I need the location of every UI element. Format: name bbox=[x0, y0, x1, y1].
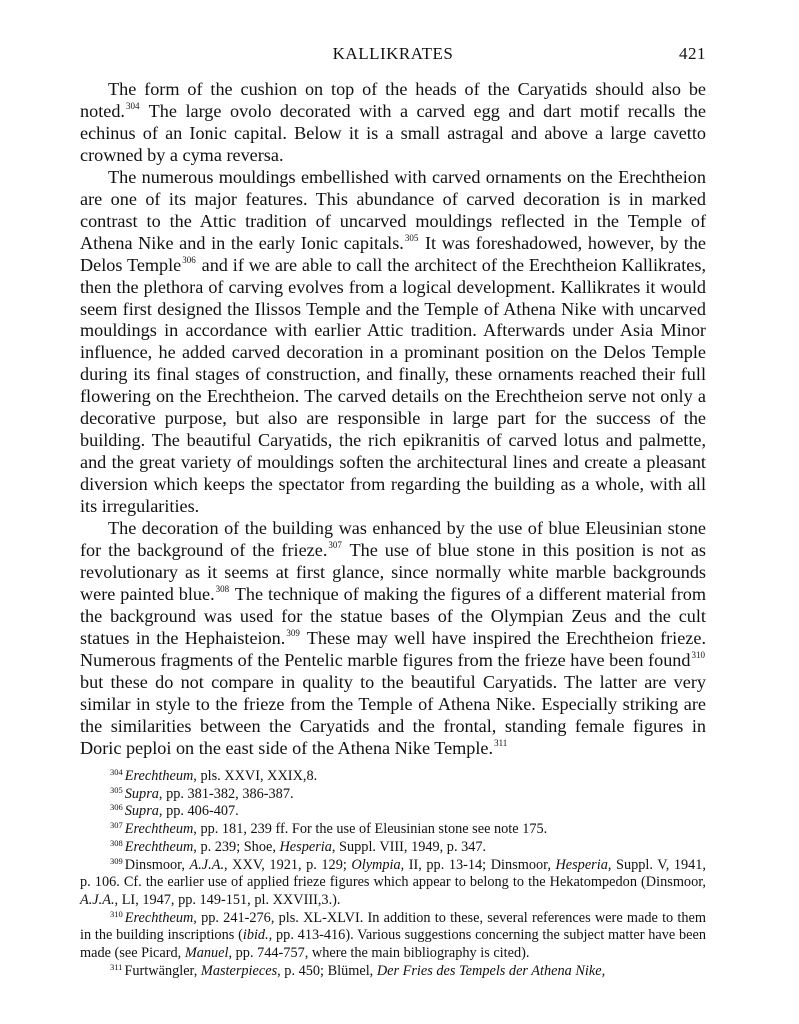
footnote bbox=[80, 857, 706, 910]
footnote-reference: 306 bbox=[182, 254, 196, 265]
footnote-text: , pp. 241-276, pls. XL-XLVI. In addition to these, several references were made to them in the building inscriptions ( bbox=[80, 909, 706, 944]
text-segment: The large ovolo decorated with a carved egg and dart motif recalls the echinus of an Ionic capital. Below it is a small astragal and above a large cavetto crowned by a cyma reversa. bbox=[80, 100, 706, 165]
footnote-number: 305 bbox=[110, 784, 123, 795]
text-segment: The form of the cushion on top of the heads of the Caryatids should also be noted. bbox=[80, 79, 706, 121]
footnote-reference: 311 bbox=[494, 737, 508, 748]
footnote bbox=[80, 839, 706, 857]
footnote-text: Dinsmoor, bbox=[124, 856, 190, 873]
footnote-text: , Suppl. V, 1941, p. 106. Cf. the earlier use of applied frieze figures which appear to belong to the Hekatompedon (Dinsmoor, bbox=[80, 856, 707, 891]
footnote-reference: 308 bbox=[215, 583, 230, 594]
footnote-number: 309 bbox=[110, 855, 123, 866]
footnote-text: , II, pp. 13-14; Dinsmoor, bbox=[400, 856, 556, 873]
footnotes bbox=[80, 768, 706, 980]
paragraph bbox=[80, 79, 706, 167]
footnote-reference: 310 bbox=[691, 649, 705, 660]
paragraph bbox=[80, 167, 706, 518]
footnote-text: , pp. 413-416). Various suggestions concerning the subject matter have been made (see Picard, bbox=[80, 927, 706, 962]
footnote-text: Der Fries des Tempels der Athena Nike, bbox=[376, 962, 606, 979]
footnote-number: 307 bbox=[110, 820, 123, 831]
footnote-number: 308 bbox=[110, 837, 123, 848]
text-segment: The technique of making the figures of a different material from the background was used for the statue bases of the Olympian Zeus and the cult statues in the Hephaisteion. bbox=[80, 583, 706, 648]
footnote-number: 306 bbox=[110, 802, 123, 813]
footnote-text: , p. 450; Blümel, bbox=[277, 962, 377, 979]
text-segment: and if we are able to call the architect of the Erechtheion Kallikrates, then the plethora of carving evolves from a logical development. Kallikrates it would seem first designed the Ilissos Temple and the Temple of Athena Nike with uncarved mouldings in accordance with earlier Attic tradition. Afterwards under Asia Minor influence, he added carved decoration in a prominant position on the Delos Temple during its final stages of construction, and finally, these ornaments reached their full flowering on the Erechtheion. The carved details on the Erechtheion serve not only a decorative purpose, but also are responsible in large part for the success of the building. The beautiful Caryatids, the rich epikranitis of carved lotus and palmette, and the great variety of mouldings soften the architectural lines and create a pleasant diversion which keeps the spectator from regarding the building as a whole, with all its irregularities. bbox=[80, 254, 706, 517]
footnote bbox=[80, 768, 706, 786]
footnote-text: Olympia bbox=[351, 856, 401, 873]
text-segment: These may well have inspired the Erechtheion frieze. Numerous fragments of the Pentelic marble figures from the frieze have been found bbox=[80, 627, 706, 670]
footnote-text: , XXV, 1921, p. 129; bbox=[224, 856, 352, 873]
footnote-text: Supra bbox=[124, 803, 159, 820]
footnote-reference: 307 bbox=[328, 540, 342, 551]
footnote-text: Manuel bbox=[184, 945, 229, 962]
footnote-text: , pp. 381-382, 386-387. bbox=[158, 785, 294, 802]
footnote-reference: 305 bbox=[404, 232, 419, 243]
footnote-text: , Suppl. VIII, 1949, p. 347. bbox=[331, 838, 487, 855]
body-text bbox=[80, 79, 706, 760]
footnote-text: , LI, 1947, pp. 149-151, pl. XXVIII,3.). bbox=[114, 891, 341, 908]
footnote-text: Erechtheum bbox=[124, 768, 194, 784]
footnote-number: 311 bbox=[110, 961, 123, 972]
footnote-number: 310 bbox=[110, 908, 123, 919]
footnote-text: Supra bbox=[124, 785, 159, 802]
footnote-text: A.J.A. bbox=[189, 856, 225, 873]
text-segment: The use of blue stone in this position is not as revolutionary as it seems at first glance, since normally white marble backgrounds were painted blue. bbox=[80, 540, 706, 604]
footnote-text: A.J.A. bbox=[80, 891, 115, 908]
text-segment: but these do not compare in quality to the beautiful Caryatids. The latter are very similar in style to the frieze from the Temple of Athena Nike. Especially striking are the similarities between the Caryatids and the frontal, standing female figures in Doric peploi on the east side of the Athena Nike Temple. bbox=[80, 671, 706, 758]
footnote-text: , pp. 406-407. bbox=[158, 803, 239, 820]
text-segment: It was foreshadowed, however, by the Delos Temple bbox=[80, 232, 706, 275]
footnote-text: Erechtheum bbox=[124, 821, 194, 838]
text-segment: The numerous mouldings embellished with carved ornaments on the Erechtheion are one of its major features. This abundance of carved decoration is in marked contrast to the Attic tradition of uncarved mouldings reflected in the Temple of Athena Nike and in the early Ionic capitals. bbox=[80, 166, 706, 253]
footnote-text: Hesperia bbox=[555, 856, 608, 873]
footnote bbox=[80, 821, 706, 839]
footnote-text: Erechtheum bbox=[124, 838, 194, 855]
footnote-text: , pls. XXVI, XXIX,8. bbox=[193, 768, 318, 784]
running-title: KALLIKRATES bbox=[332, 44, 454, 63]
page-number: 421 bbox=[679, 44, 706, 63]
footnote-text: , pp. 181, 239 ff. For the use of Eleusinian stone see note 175. bbox=[193, 821, 548, 838]
footnote bbox=[80, 786, 706, 804]
footnote bbox=[80, 910, 706, 963]
footnote-number: 304 bbox=[110, 767, 123, 777]
paragraph bbox=[80, 518, 706, 759]
running-head bbox=[80, 44, 706, 68]
footnote-reference: 304 bbox=[125, 100, 140, 111]
footnote bbox=[80, 803, 706, 821]
footnote-text: Masterpieces bbox=[200, 962, 278, 979]
footnote-text: Hesperia bbox=[279, 838, 332, 855]
footnote bbox=[80, 963, 706, 981]
footnote-text: Furtwängler, bbox=[124, 962, 201, 979]
text-segment: The decoration of the building was enhanced by the use of blue Eleusinian stone for the background of the frieze. bbox=[80, 518, 706, 561]
footnote-text: ibid. bbox=[242, 927, 269, 944]
footnote-text: , p. 239; Shoe, bbox=[193, 838, 280, 855]
footnote-reference: 309 bbox=[286, 627, 300, 638]
footnote-text: Erechtheum bbox=[124, 909, 194, 926]
footnote-text: , pp. 744-757, where the main bibliography is cited). bbox=[228, 945, 530, 962]
